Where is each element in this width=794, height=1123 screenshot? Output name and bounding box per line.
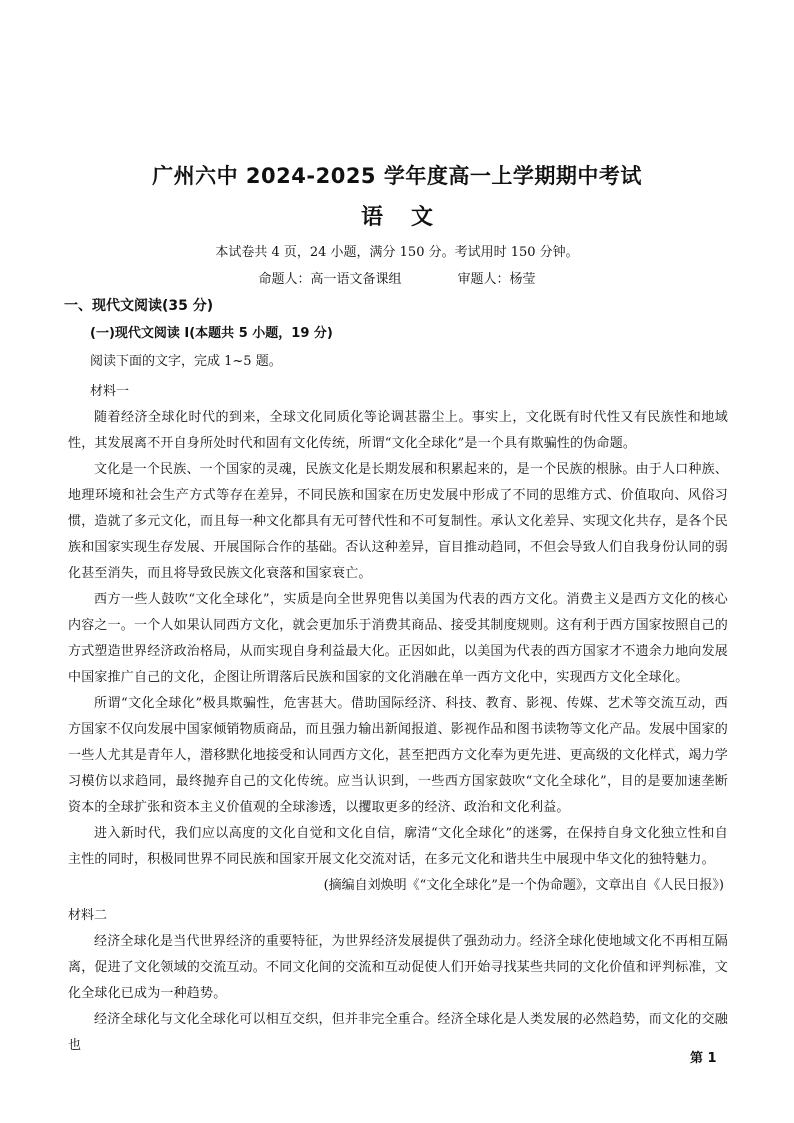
- reading-instruction: 阅读下面的文字，完成 1~5 题。: [90, 354, 282, 369]
- subsection-heading: (一)现代文阅读 I(本题共 5 小题，19 分): [90, 326, 333, 341]
- material-2-paragraph: 经济全球化是当代世界经济的重要特征，为世界经济发展提供了强劲动力。经济全球化使地域文化不再相互隔离，促进了文化领域的交流互动。不同文化间的交流和互动促使人们开始寻找某些共同的文化价值和评判标准，文化全球化已成为一种趋势。: [68, 934, 729, 1001]
- material-1-label: 材料一: [90, 384, 130, 399]
- author-line: 命题人：高一语文备课组: [258, 272, 402, 287]
- material-2-paragraph: 经济全球化与文化全球化可以相互交织，但并非完全重合。经济全球化是人类发展的必然趋势，而文化的交融也: [68, 1012, 728, 1053]
- material-1-paragraph: 随着经济全球化时代的到来，全球文化同质化等论调甚嚣尘上。事实上，文化既有时代性又有民族性和地域性，其发展离不开自身所处时代和固有文化传统，所谓“文化全球化”是一个具有欺骗性的伪命题。: [68, 410, 728, 451]
- exam-makers: [0, 268, 794, 287]
- subject-heading: [0, 200, 794, 231]
- subject-char-1: 语: [360, 205, 383, 230]
- material-2-label: 材料二: [68, 908, 108, 923]
- exam-title: 广州六中 2024-2025 学年度高一上学期期中考试: [152, 164, 642, 188]
- exam-content: [64, 293, 729, 1059]
- section-heading: 一、现代文阅读(35 分): [64, 298, 214, 314]
- reviewer-line: 审题人：杨莹: [457, 272, 536, 287]
- exam-info: 本试卷共 4 页，24 小题，满分 150 分。考试用时 150 分钟。: [215, 245, 579, 260]
- page-number: 第 1: [690, 1051, 717, 1066]
- subject-char-2: 文: [411, 205, 434, 230]
- material-1-paragraph: 文化是一个民族、一个国家的灵魂，民族文化是长期发展和积累起来的，是一个民族的根脉。由于人口种族、地理环境和社会生产方式等存在差异，不同民族和国家在历史发展中形成了不同的思维方式、价值取向、风俗习惯，造就了多元文化，而且每一种文化都具有无可替代性和不可复制性。承认文化差异、实现文化共存，是各个民族和国家实现生存发展、开展国际合作的基础。否认这种差异，盲目推动趋同，不但会导致人们自我身份认同的弱化甚至消失，而且将导致民族文化衰落和国家衰亡。: [68, 462, 729, 581]
- material-1-paragraph: 所谓“文化全球化”极具欺骗性，危害甚大。借助国际经济、科技、教育、影视、传媒、艺术等交流互动，西方国家不仅向发展中国家倾销物质商品，而且强力输出新闻报道、影视作品和图书读物等文化产品。发展中国家的一些人尤其是青年人，潜移默化地接受和认同西方文化，甚至把西方文化奉为更先进、更高级的文化样式，竭力学习模仿以求趋同，最终抛弃自己的文化传统。应当认识到，一些西方国家鼓吹“文化全球化”，目的是要加速垄断资本的全球扩张和资本主义价值观的全球渗透，以攫取更多的经济、政治和文化利益。: [68, 696, 729, 815]
- material-1-paragraph: 西方一些人鼓吹“文化全球化”，实质是向全世界兜售以美国为代表的西方文化。消费主义是西方文化的核心内容之一。一个人如果认同西方文化，就会更加乐于消费其商品、接受其制度规则。这有利于西方国家按照自己的方式塑造世界经济政治格局，从而实现自身利益最大化。正因如此，以美国为代表的西方国家才不遗余力地向发展中国家推广自己的文化，企图让所谓落后民族和国家的文化消融在单一西方文化中，实现西方文化全球化。: [68, 592, 729, 685]
- material-1-paragraph: 进入新时代，我们应以高度的文化自觉和文化自信，廓清“文化全球化”的迷雾，在保持自身文化独立性和自主性的同时，积极同世界不同民族和国家开展文化交流对话，在多元文化和谐共生中展现中华文化的独特魅力。: [68, 826, 728, 867]
- material-1-source: (摘编自刘焕明《“文化全球化”是一个伪命题》，文章出自《人民日报》): [323, 878, 724, 893]
